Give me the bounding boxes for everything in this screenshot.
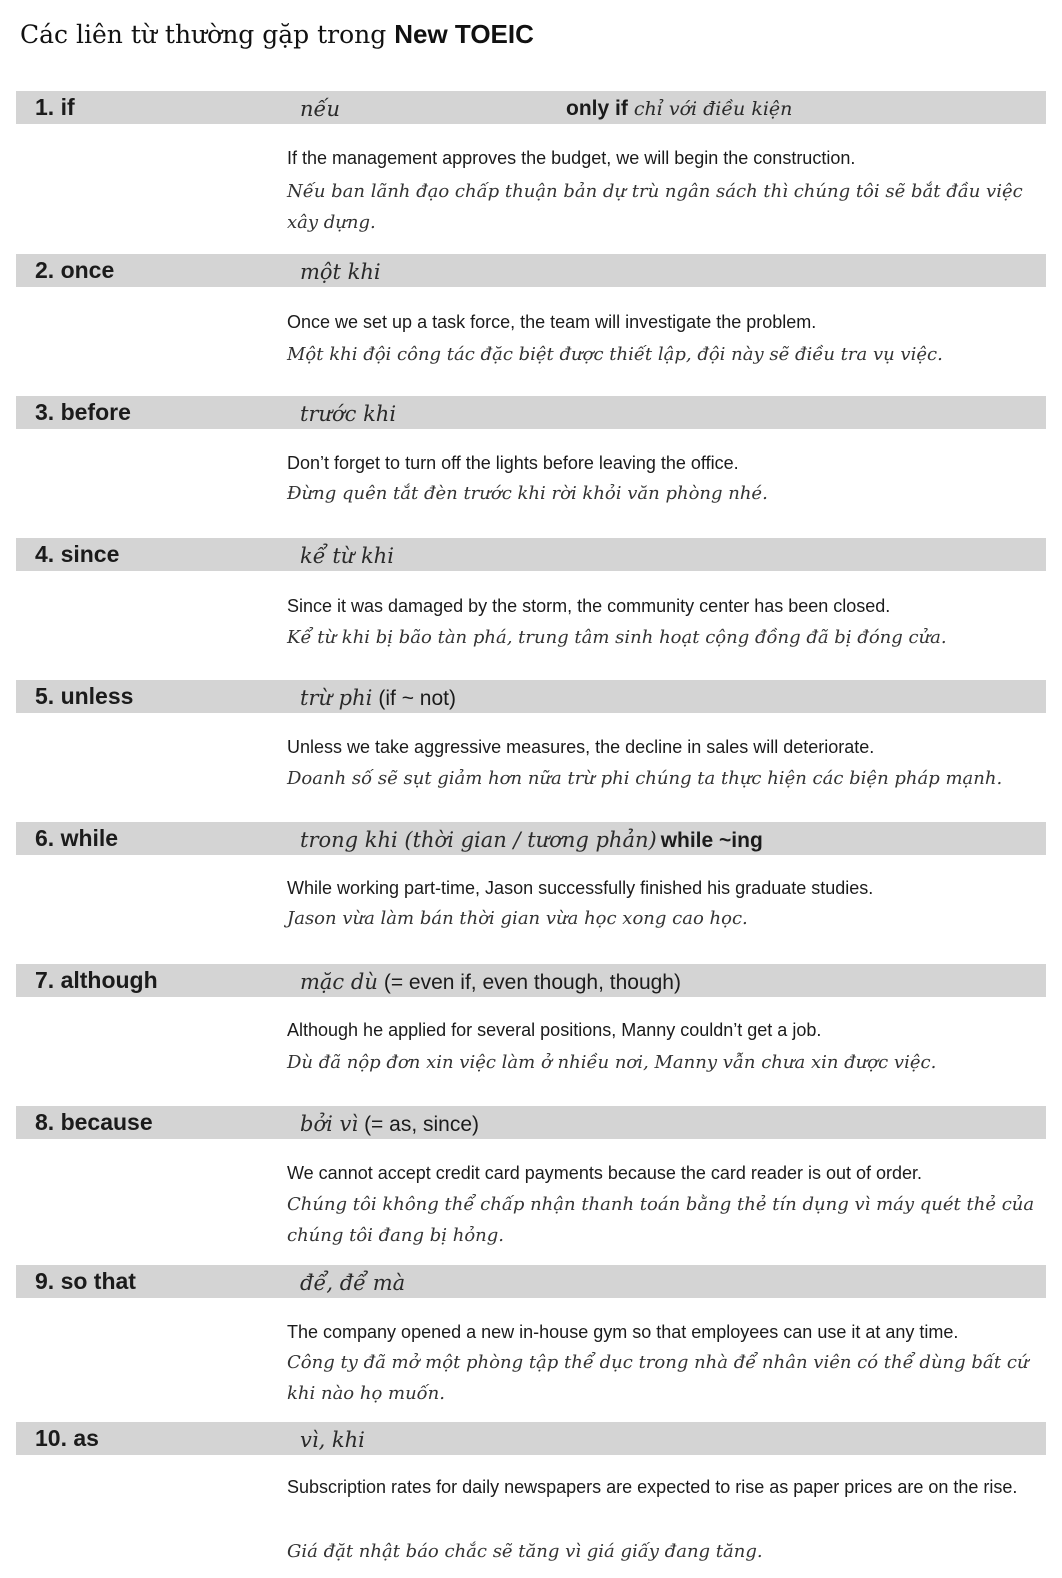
example-sentence: Subscription rates for daily newspapers are expected to rise as paper prices are on the rise. [287,1477,1018,1497]
usage-note: while ~ing [660,829,763,852]
example-sentence: Although he applied for several positions, Manny couldn’t get a job. [287,1020,822,1040]
meaning-text: mặc dù [300,970,378,994]
meaning-line [300,257,381,290]
entry-header-bar [16,254,1046,287]
term-label: 2. once [35,257,115,283]
example-sentence: Once we set up a task force, the team will investigate the problem. [287,312,817,332]
example-sentence: We cannot accept credit card payments because the card reader is out of order. [287,1163,923,1183]
term-label: 4. since [35,541,120,567]
term-label: 8. because [35,1109,153,1135]
page-title-sans: New TOEIC [394,19,534,49]
extra-meaning: chỉ với điều kiện [633,98,793,120]
extra-term: only if [566,97,628,120]
meaning-line [300,1109,479,1142]
example-sentence: If the management approves the budget, we will begin the construction. [287,148,856,168]
entry-header-bar [16,680,1046,713]
meaning-text: trừ phi [300,686,373,710]
term-label: 7. although [35,967,158,993]
example-translation: Chúng tôi không thể chấp nhận thanh toán bằng thẻ tín dụng vì máy quét thẻ của chúng tôi đang bị hỏng. [287,1194,1035,1246]
term-label: 5. unless [35,683,134,709]
example-translation: Đừng quên tắt đèn trước khi rời khỏi văn phòng nhé. [287,483,768,504]
usage-note: (= as, since) [364,1113,480,1136]
meaning-line [300,541,394,574]
entry-header-bar [16,396,1046,429]
example-sentence: Unless we take aggressive measures, the decline in sales will deteriorate. [287,737,875,757]
example-translation: Một khi đội công tác đặc biệt được thiết lập, đội này sẽ điều tra vụ việc. [287,344,943,365]
usage-note: (if ~ not) [378,687,456,710]
example-translation: Jason vừa làm bán thời gian vừa học xong cao học. [287,908,748,929]
meaning-text: nếu [300,97,340,121]
example-sentence: While working part-time, Jason successfully finished his graduate studies. [287,878,874,898]
meaning-text: trước khi [300,402,397,426]
meaning-text: một khi [300,260,381,284]
usage-note: (= even if, even though, though) [383,971,681,994]
extra-usage [566,94,792,126]
page-title-serif: Các liên từ thường gặp trong [20,20,395,49]
example-translation: Dù đã nộp đơn xin việc làm ở nhiều nơi, Manny vẫn chưa xin được việc. [287,1052,937,1073]
meaning-line [300,399,396,432]
example-translation: Công ty đã mở một phòng tập thể dục trong nhà để nhân viên có thể dùng bất cứ khi nào họ muốn. [287,1352,1029,1404]
meaning-line [300,683,456,716]
term-label: 6. while [35,825,119,851]
meaning-line [300,1425,365,1458]
entry-header-bar [16,1106,1046,1139]
meaning-line [300,94,340,127]
meaning-text: kể từ khi [300,544,394,568]
meaning-line [300,967,681,1000]
meaning-text: trong khi (thời gian / tương phản) [300,828,657,852]
meaning-line [300,825,763,858]
entry-header-bar [16,91,1046,124]
term-label: 9. so that [35,1268,136,1294]
example-sentence: Don’t forget to turn off the lights before leaving the office. [287,453,739,473]
entry-header-bar [16,538,1046,571]
example-translation: Doanh số sẽ sụt giảm hơn nữa trừ phi chúng ta thực hiện các biện pháp mạnh. [287,768,1003,789]
example-sentence: The company opened a new in-house gym so that employees can use it at any time. [287,1322,959,1342]
term-label: 10. as [35,1425,99,1451]
entry-header-bar [16,1265,1046,1298]
example-translation: Giá đặt nhật báo chắc sẽ tăng vì giá giấy đang tăng. [287,1541,763,1562]
example-sentence: Since it was damaged by the storm, the community center has been closed. [287,596,891,616]
meaning-text: để, để mà [300,1271,406,1295]
meaning-line [300,1268,405,1301]
term-label: 1. if [35,94,75,120]
term-label: 3. before [35,399,131,425]
example-translation: Nếu ban lãnh đạo chấp thuận bản dự trù ngân sách thì chúng tôi sẽ bắt đầu việc xây dựng. [287,181,1023,233]
meaning-text: vì, khi [300,1428,365,1452]
page-title [20,14,534,55]
entry-header-bar [16,1422,1046,1455]
meaning-text: bởi vì [300,1112,359,1136]
example-translation: Kể từ khi bị bão tàn phá, trung tâm sinh hoạt cộng đồng đã bị đóng cửa. [287,627,947,648]
